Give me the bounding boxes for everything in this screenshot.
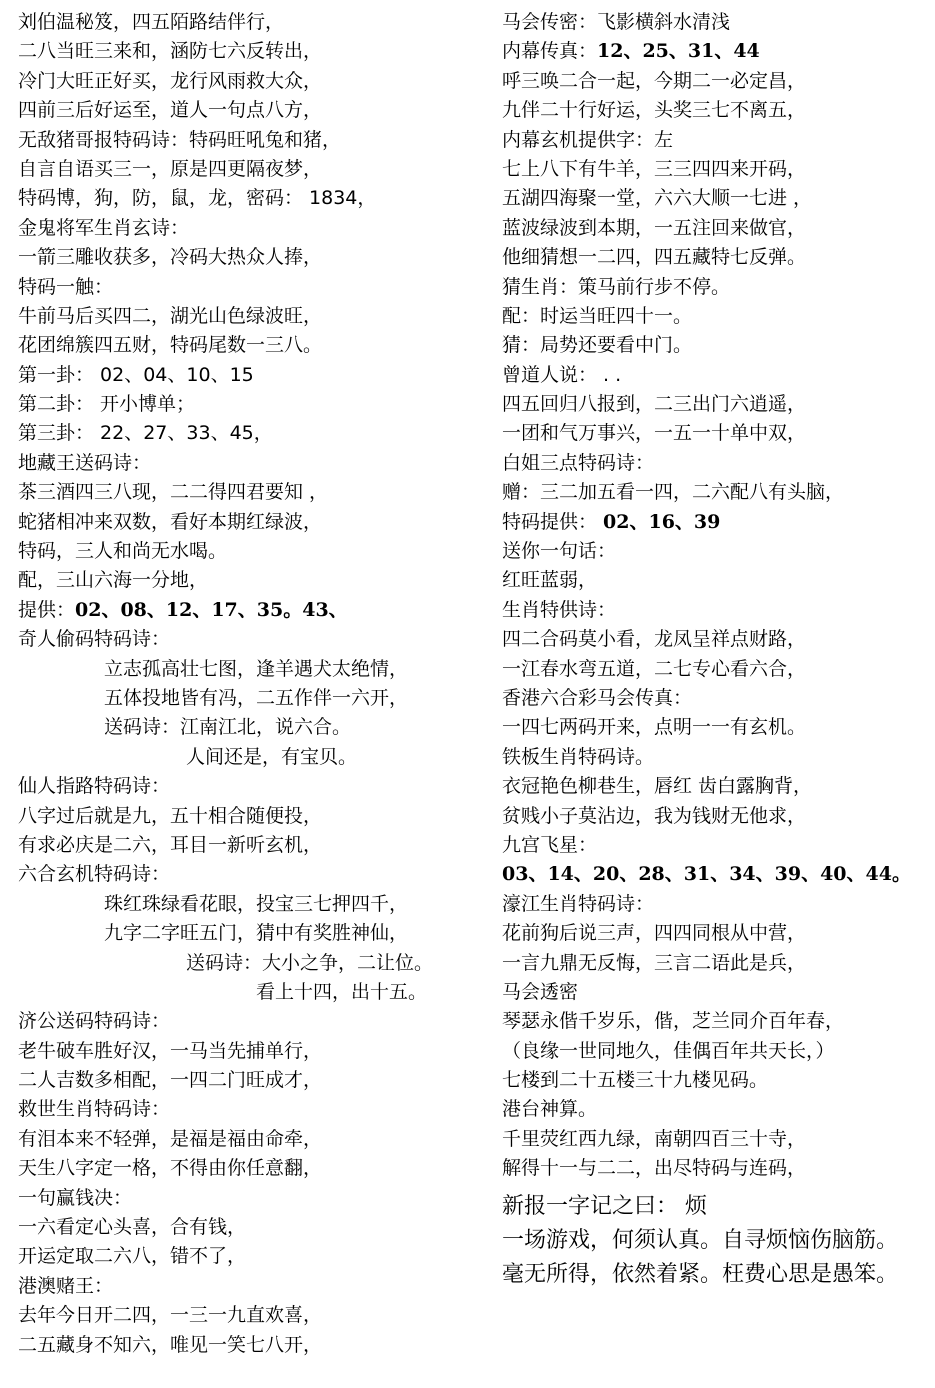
line-text: 赠：三二加五看一四，二六配八有头脑， xyxy=(502,481,845,504)
line-text: 送码诗：江南江北，说六合。 xyxy=(104,716,352,739)
line-text: 铁板生肖特码诗。 xyxy=(502,745,655,768)
bold-numbers: 03、14、20、28、31、34、39、40、44。 xyxy=(502,863,911,886)
line-text: 仙人指路特码诗： xyxy=(18,775,171,798)
line-text: 四前三后好运至，道人一句点八方， xyxy=(18,99,323,122)
text-line xyxy=(502,625,927,654)
text-line xyxy=(18,655,480,684)
text-line xyxy=(502,949,927,978)
text-line xyxy=(502,37,927,66)
line-text: （良缘一世同地久，佳偶百年共天长，） xyxy=(502,1039,835,1062)
text-line xyxy=(18,1125,480,1154)
line-text: 四二合码莫小看，龙凤呈祥点财路， xyxy=(502,628,807,651)
text-line xyxy=(18,302,480,331)
line-text: 蓝波绿波到本期，一五注回来做官， xyxy=(502,216,807,239)
line-text: 港台神算。 xyxy=(502,1098,598,1121)
text-line xyxy=(18,772,480,801)
line-text: 看上十四，出十五。 xyxy=(256,980,428,1003)
line-text: 金鬼将军生肖玄诗： xyxy=(18,216,190,239)
line-text: 提供： xyxy=(18,598,76,621)
text-line xyxy=(502,596,927,625)
text-line xyxy=(18,390,480,419)
line-text: 老牛破车胜好汉，一马当先捕单行， xyxy=(18,1039,323,1062)
text-line xyxy=(502,419,927,448)
line-text: 二人吉数多相配，一四二门旺成才， xyxy=(18,1069,323,1092)
text-line xyxy=(18,949,480,978)
line-text: 五体投地皆有冯，二五作伴一六开， xyxy=(104,686,409,709)
text-line xyxy=(502,1224,927,1258)
text-line xyxy=(18,831,480,860)
line-text: 第一卦： 02、04、10、15 xyxy=(18,363,254,386)
text-line xyxy=(502,361,927,390)
bold-numbers: 02、16、39 xyxy=(603,510,721,533)
text-line xyxy=(18,1242,480,1271)
line-text: 红旺蓝弱， xyxy=(502,569,598,592)
text-line xyxy=(18,1184,480,1213)
line-text: 贫贱小子莫沾边，我为钱财无他求， xyxy=(502,804,807,827)
text-line xyxy=(502,449,927,478)
line-text: 猜：局势还要看中门。 xyxy=(502,334,693,357)
text-line xyxy=(18,243,480,272)
line-text: 珠红珠绿看花眼，投宝三七押四千， xyxy=(104,892,409,915)
line-text: 自言自语买三一，原是四更隔夜梦， xyxy=(18,157,323,180)
text-line xyxy=(18,978,480,1007)
line-text: 人间还是，有宝贝。 xyxy=(186,745,358,768)
text-line xyxy=(18,596,480,625)
text-line xyxy=(18,1095,480,1124)
line-text: 特码博，狗，防，鼠，龙，密码： 1834， xyxy=(18,187,377,210)
line-text: 六合玄机特码诗： xyxy=(18,863,171,886)
text-line xyxy=(502,566,927,595)
text-line xyxy=(18,566,480,595)
line-text: 花前狗后说三声，四四同根从中营， xyxy=(502,922,807,945)
line-text: 有泪本来不轻弹，是福是福由命牵， xyxy=(18,1127,323,1150)
line-text: 二五藏身不知六，唯见一笑七八开， xyxy=(18,1333,323,1356)
text-line xyxy=(18,1301,480,1330)
text-line xyxy=(18,96,480,125)
line-text: 马会透密 xyxy=(502,980,579,1003)
text-line xyxy=(502,155,927,184)
text-line xyxy=(502,802,927,831)
text-line xyxy=(18,860,480,889)
line-text: 九伴二十行好运，头奖三七不离五， xyxy=(502,99,807,122)
line-text: 蛇猪相冲来双数，看好本期红绿波， xyxy=(18,510,323,533)
right-column xyxy=(502,8,927,1292)
line-text: 冷门大旺正好买，龙行风雨救大众， xyxy=(18,69,323,92)
line-text: 无敌猪哥报特码诗：特码旺吼兔和猪， xyxy=(18,128,342,151)
line-text: 开运定取二六八，错不了， xyxy=(18,1245,247,1268)
line-text: 四五回归八报到，二三出门六逍遥， xyxy=(502,393,807,416)
line-text: 曾道人说： . . xyxy=(502,363,622,386)
text-line xyxy=(18,67,480,96)
line-text: 配：时运当旺四十一。 xyxy=(502,304,693,327)
text-line xyxy=(502,1258,927,1292)
text-line xyxy=(18,1331,480,1360)
text-line xyxy=(18,449,480,478)
line-text: 一六看定心头喜，合有钱， xyxy=(18,1216,247,1239)
line-text: 去年今日开二四，一三一九直欢喜， xyxy=(18,1304,323,1327)
line-text: 猜生肖：策马前行步不停。 xyxy=(502,275,731,298)
text-line xyxy=(502,214,927,243)
line-text: 一箭三雕收获多，冷码大热众人捧， xyxy=(18,246,323,269)
text-line xyxy=(502,1095,927,1124)
text-line xyxy=(18,713,480,742)
line-text: 解得十一与二二，出尽特码与连码， xyxy=(502,1157,807,1180)
line-text: 八字过后就是九，五十相合随便投， xyxy=(18,804,323,827)
text-line xyxy=(18,890,480,919)
text-line xyxy=(18,184,480,213)
line-text: 奇人偷码特码诗： xyxy=(18,628,171,651)
text-line xyxy=(18,478,480,507)
text-line xyxy=(502,273,927,302)
line-text: 七上八下有牛羊，三三四四来开码， xyxy=(502,157,807,180)
line-text: 刘伯温秘笈，四五陌路结伴行， xyxy=(18,11,285,33)
text-line xyxy=(18,214,480,243)
line-text: 白姐三点特码诗： xyxy=(502,451,655,474)
line-text: 茶三酒四三八现，二二得四君要知 ， xyxy=(18,481,329,504)
line-text: 有求必庆是二六，耳目一新听玄机， xyxy=(18,833,323,856)
text-line xyxy=(502,1154,927,1183)
line-text: 地藏王送码诗： xyxy=(18,451,152,474)
line-text: 呼三唤二合一起，今期二一必定昌， xyxy=(502,69,807,92)
line-text: 特码提供： xyxy=(502,510,604,533)
line-text: 七楼到二十五楼三十九楼见码。 xyxy=(502,1069,769,1092)
text-line xyxy=(18,537,480,566)
line-text: 送你一句话： xyxy=(502,540,617,563)
line-text: 内幕传真： xyxy=(502,40,598,63)
text-line xyxy=(18,331,480,360)
line-text: 琴瑟永偕千岁乐，偕，芝兰同介百年春， xyxy=(502,1010,845,1033)
text-line xyxy=(502,126,927,155)
line-text: 新报一字记之曰： 烦 xyxy=(502,1193,707,1219)
line-text: 立志孤高壮七图，逢羊遇犬太绝情， xyxy=(104,657,409,680)
line-text: 花团绵簇四五财，特码尾数一三八。 xyxy=(18,334,323,357)
text-line xyxy=(502,743,927,772)
line-text: 一言九鼎无反悔，三言二语此是兵， xyxy=(502,951,807,974)
text-line xyxy=(502,772,927,801)
text-line xyxy=(502,978,927,1007)
line-text: 特码，三人和尚无水喝。 xyxy=(18,540,228,563)
line-text: 九字二字旺五门，猜中有奖胜神仙， xyxy=(104,922,409,945)
line-text: 牛前马后买四二，湖光山色绿波旺， xyxy=(18,304,323,327)
line-text: 一四七两码开来，点明一一有玄机。 xyxy=(502,716,807,739)
text-line xyxy=(502,1007,927,1036)
bold-numbers: 02、08、12、17、35。43、 xyxy=(75,598,348,621)
line-text: 五湖四海聚一堂，六六大顺一七进 ， xyxy=(502,187,813,210)
bold-numbers: 12、25、31、44 xyxy=(597,40,760,63)
text-line xyxy=(502,390,927,419)
line-text: 衣冠艳色柳巷生，唇红 齿白露胸背， xyxy=(502,775,813,798)
text-line xyxy=(502,890,927,919)
line-text: 天生八字定一格，不得由你任意翻， xyxy=(18,1157,323,1180)
text-line xyxy=(502,67,927,96)
line-text: 一场游戏，何须认真。自寻烦恼伤脑筋。 xyxy=(502,1227,899,1253)
line-text: 马会传密：飞影横斜水清浅 xyxy=(502,11,731,33)
text-line xyxy=(18,684,480,713)
line-text: 香港六合彩马会传真： xyxy=(502,686,693,709)
text-line xyxy=(18,1037,480,1066)
text-line xyxy=(502,302,927,331)
line-text: 他细猜想一二四，四五藏特七反弹。 xyxy=(502,246,807,269)
text-line xyxy=(18,126,480,155)
text-line xyxy=(18,1066,480,1095)
line-text: 第三卦： 22、27、33、45， xyxy=(18,422,273,445)
text-line xyxy=(502,331,927,360)
line-text: 二八当旺三来和，涵防七六反转出， xyxy=(18,40,323,63)
text-line xyxy=(18,1213,480,1242)
text-line xyxy=(18,37,480,66)
text-line xyxy=(18,743,480,772)
text-line xyxy=(502,860,927,889)
text-line xyxy=(18,1007,480,1036)
line-text: 济公送码特码诗： xyxy=(18,1010,171,1033)
text-line xyxy=(18,8,480,37)
line-text: 配，三山六海一分地， xyxy=(18,569,209,592)
text-line xyxy=(502,1037,927,1066)
text-line xyxy=(18,361,480,390)
text-line xyxy=(502,1125,927,1154)
line-text: 特码一触： xyxy=(18,275,114,298)
text-line xyxy=(18,1154,480,1183)
text-line xyxy=(18,419,480,448)
text-line xyxy=(502,684,927,713)
text-line xyxy=(18,155,480,184)
line-text: 生肖特供诗： xyxy=(502,598,617,621)
line-text: 第二卦： 开小博单； xyxy=(18,393,196,416)
text-line xyxy=(502,1190,927,1224)
text-line xyxy=(502,96,927,125)
line-text: 一句赢钱决： xyxy=(18,1186,133,1209)
line-text: 港澳赌王： xyxy=(18,1274,114,1297)
text-line xyxy=(18,273,480,302)
text-line xyxy=(18,919,480,948)
text-line xyxy=(502,655,927,684)
text-line xyxy=(502,8,927,37)
text-line xyxy=(502,919,927,948)
text-line xyxy=(502,184,927,213)
text-line xyxy=(502,478,927,507)
text-line xyxy=(502,508,927,537)
text-line xyxy=(502,713,927,742)
line-text: 千里荧红西九绿，南朝四百三十寺， xyxy=(502,1127,807,1150)
text-line xyxy=(18,802,480,831)
line-text: 内幕玄机提供字：左 xyxy=(502,128,674,151)
text-line xyxy=(18,1272,480,1301)
line-text: 送码诗：大小之争，二让位。 xyxy=(186,951,434,974)
text-line xyxy=(18,625,480,654)
text-line xyxy=(502,831,927,860)
line-text: 一团和气万事兴，一五一十单中双， xyxy=(502,422,807,445)
left-column xyxy=(18,8,480,1360)
text-line xyxy=(502,1066,927,1095)
text-line xyxy=(18,508,480,537)
line-text: 濠江生肖特码诗： xyxy=(502,892,655,915)
line-text: 救世生肖特码诗： xyxy=(18,1098,171,1121)
text-line xyxy=(502,537,927,566)
line-text: 毫无所得，依然着紧。枉费心思是愚笨。 xyxy=(502,1261,899,1287)
text-line xyxy=(502,243,927,272)
line-text: 九宫飞星： xyxy=(502,833,598,856)
line-text: 一江春水弯五道，二七专心看六合， xyxy=(502,657,807,680)
